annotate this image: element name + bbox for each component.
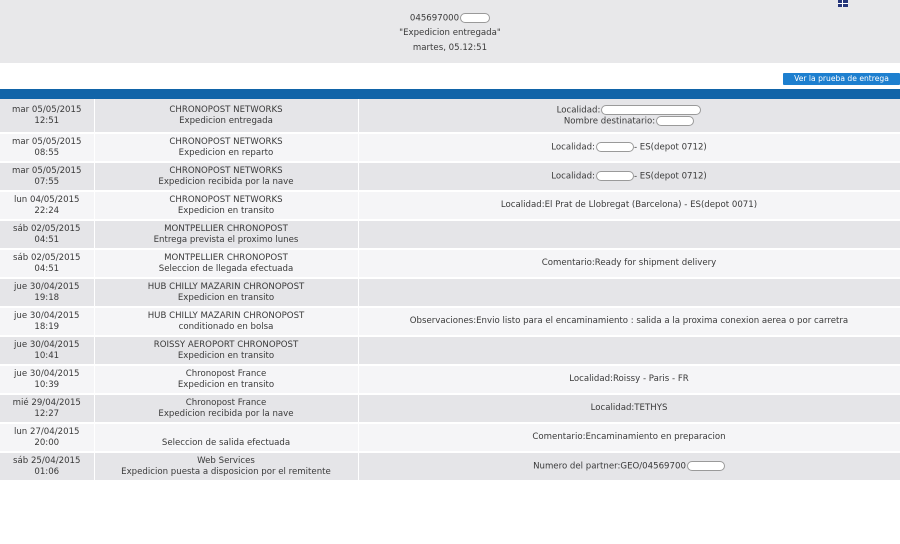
event-location: Web Services <box>197 456 255 466</box>
table-row <box>0 249 900 278</box>
event-date: jue 30/04/2015 <box>14 311 80 321</box>
event-cell <box>94 133 358 162</box>
event-description: Expedicion en transito <box>177 292 275 303</box>
event-datetime-cell <box>0 162 94 191</box>
event-description: Expedicion puesta a disposicion por el remitente <box>121 466 331 477</box>
event-description: Expedicion recibida por la nave <box>158 408 294 419</box>
event-date: jue 30/04/2015 <box>14 369 80 379</box>
event-time: 20:00 <box>34 437 60 448</box>
event-time: 19:18 <box>34 292 60 303</box>
event-detail: Localidad:El Prat de Llobregat (Barcelona) - ES(depot 0071) <box>500 200 758 211</box>
event-description: conditionado en bolsa <box>178 321 274 332</box>
table-row <box>0 278 900 307</box>
event-datetime-cell <box>0 133 94 162</box>
redacted-field <box>460 13 490 23</box>
event-datetime-cell <box>0 423 94 452</box>
redacted-field <box>601 105 701 115</box>
event-description: Expedicion en reparto <box>178 147 274 158</box>
event-time: 07:55 <box>34 176 60 187</box>
event-date: lun 04/05/2015 <box>13 195 80 205</box>
event-location: Chronopost France <box>185 369 267 379</box>
event-location <box>99 427 354 438</box>
event-detail-cell <box>358 365 900 394</box>
event-description: Expedicion en transito <box>177 379 275 390</box>
event-detail-cell <box>358 278 900 307</box>
event-detail: Comentario:Encaminamiento en preparacion <box>532 432 726 443</box>
event-location: HUB CHILLY MAZARIN CHRONOPOST <box>147 311 305 321</box>
redacted-field <box>596 171 634 181</box>
redacted-field <box>656 116 694 126</box>
event-datetime-cell <box>0 452 94 481</box>
event-time: 10:39 <box>34 379 60 390</box>
event-datetime-cell <box>0 220 94 249</box>
event-datetime-cell <box>0 394 94 423</box>
table-row <box>0 191 900 220</box>
table-row <box>0 394 900 423</box>
event-cell <box>94 249 358 278</box>
event-detail: Localidad: <box>551 142 595 153</box>
event-cell <box>94 278 358 307</box>
event-cell <box>94 191 358 220</box>
event-detail-suffix: - ES(depot 0712) <box>633 171 707 182</box>
event-detail-cell <box>358 249 900 278</box>
event-detail-cell <box>358 423 900 452</box>
event-datetime-cell <box>0 336 94 365</box>
event-date: jue 30/04/2015 <box>14 340 80 350</box>
event-date: mar 05/05/2015 <box>12 166 82 176</box>
event-detail-cell <box>358 394 900 423</box>
event-time: 10:41 <box>34 350 60 361</box>
event-datetime-cell <box>0 99 94 133</box>
event-location: Chronopost France <box>185 398 267 408</box>
event-detail: Localidad:TETHYS <box>590 403 668 414</box>
event-location: HUB CHILLY MAZARIN CHRONOPOST <box>147 282 305 292</box>
event-description: Expedicion entregada <box>179 115 273 126</box>
event-detail: Observaciones:Envio listo para el encaminamiento : salida a la proxima conexion aerea o por carretra <box>409 316 849 327</box>
event-cell <box>94 452 358 481</box>
event-detail: Localidad: <box>556 105 601 115</box>
event-detail-cell <box>358 191 900 220</box>
event-description: Seleccion de salida efectuada <box>161 437 291 448</box>
table-row <box>0 423 900 452</box>
event-time: 04:51 <box>34 263 60 274</box>
event-date: lun 27/04/2015 <box>13 427 80 437</box>
event-detail-cell <box>358 336 900 365</box>
event-location: MONTPELLIER CHRONOPOST <box>164 253 288 263</box>
event-detail: Comentario:Ready for shipment delivery <box>541 258 717 269</box>
event-date: sáb 02/05/2015 <box>13 253 81 263</box>
event-cell <box>94 162 358 191</box>
event-datetime-cell <box>0 249 94 278</box>
event-time: 04:51 <box>34 234 60 245</box>
event-cell <box>94 394 358 423</box>
tracking-header <box>0 0 900 63</box>
event-detail-cell <box>358 99 900 133</box>
event-detail-cell <box>358 133 900 162</box>
redacted-field <box>596 142 634 152</box>
table-row <box>0 99 900 133</box>
event-date: sáb 02/05/2015 <box>13 224 81 234</box>
event-date: mar 05/05/2015 <box>12 137 82 147</box>
redacted-field <box>687 461 725 471</box>
event-time: 12:27 <box>34 408 60 419</box>
uk-flag-icon[interactable] <box>838 0 848 7</box>
tracking-number: 045697000 <box>409 13 460 24</box>
event-description: Expedicion en transito <box>177 205 275 216</box>
event-description: Expedicion en transito <box>177 350 275 361</box>
event-location: MONTPELLIER CHRONOPOST <box>164 224 288 234</box>
event-detail: Localidad:Roissy - Paris - FR <box>569 374 689 385</box>
event-datetime-cell <box>0 191 94 220</box>
event-date: jue 30/04/2015 <box>14 282 80 292</box>
event-time: 12:51 <box>34 115 60 126</box>
event-detail-cell <box>358 162 900 191</box>
table-row <box>0 220 900 249</box>
event-date: sáb 25/04/2015 <box>13 456 81 466</box>
table-header-bar <box>0 89 900 99</box>
event-detail-cell <box>358 452 900 481</box>
event-time: 08:55 <box>34 147 60 158</box>
event-datetime-cell <box>0 365 94 394</box>
event-detail-cell <box>358 220 900 249</box>
event-description: Expedicion recibida por la nave <box>158 176 294 187</box>
event-detail-cell <box>358 307 900 336</box>
event-cell <box>94 307 358 336</box>
event-location: CHRONOPOST NETWORKS <box>169 137 283 147</box>
proof-of-delivery-button[interactable]: Ver la prueba de entrega <box>783 73 900 85</box>
event-time: 18:19 <box>34 321 60 332</box>
event-datetime-cell <box>0 307 94 336</box>
event-cell <box>94 99 358 133</box>
status-datetime: martes, 05.12:51 <box>412 43 488 53</box>
shipment-status: "Expedicion entregada" <box>399 28 501 38</box>
event-datetime-cell <box>0 278 94 307</box>
table-row <box>0 133 900 162</box>
event-detail: Localidad: <box>551 171 595 182</box>
table-row <box>0 452 900 481</box>
table-row <box>0 336 900 365</box>
event-cell <box>94 220 358 249</box>
event-description: Entrega prevista el proximo lunes <box>153 234 299 245</box>
event-cell <box>94 365 358 394</box>
recipient-name-label: Nombre destinatario: <box>563 116 656 126</box>
event-date: mié 29/04/2015 <box>12 398 81 408</box>
tracking-number-line <box>0 13 900 24</box>
event-location: CHRONOPOST NETWORKS <box>169 166 283 176</box>
event-detail-suffix: - ES(depot 0712) <box>633 142 707 153</box>
event-location: CHRONOPOST NETWORKS <box>169 105 283 115</box>
event-description: Seleccion de llegada efectuada <box>158 263 294 274</box>
event-time: 01:06 <box>34 466 60 477</box>
table-row <box>0 162 900 191</box>
event-cell <box>94 336 358 365</box>
table-row <box>0 365 900 394</box>
table-row <box>0 307 900 336</box>
event-location: ROISSY AEROPORT CHRONOPOST <box>153 340 299 350</box>
tracking-events-table <box>0 99 900 482</box>
event-detail: Numero del partner:GEO/04569700 <box>533 461 686 472</box>
event-location: CHRONOPOST NETWORKS <box>169 195 283 205</box>
event-time: 22:24 <box>34 205 60 216</box>
event-date: mar 05/05/2015 <box>12 105 82 115</box>
event-cell <box>94 423 358 452</box>
